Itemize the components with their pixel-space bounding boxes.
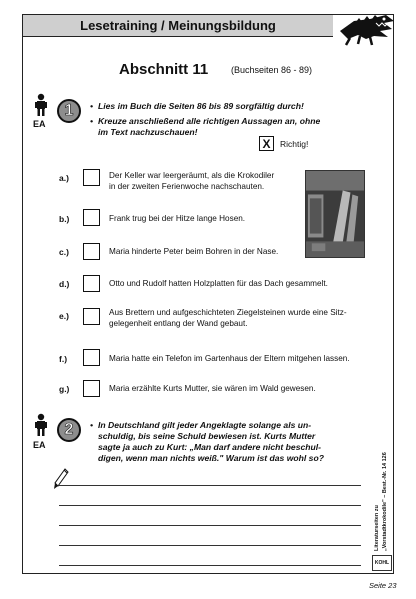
header-bar: [23, 15, 333, 37]
person-icon: [33, 413, 49, 437]
statement-letter: c.): [59, 247, 69, 257]
statement-letter: b.): [59, 214, 70, 224]
instruction-line: im Text nachzuschauen!: [98, 127, 198, 137]
ea-label: EA: [33, 119, 46, 129]
statement-text: Maria hinderte Peter beim Bohren in der Nase.: [109, 247, 279, 256]
question-line: digen, wenn man nichts weiß." Warum ist das wohl so?: [98, 453, 324, 463]
instruction-line: Kreuze anschließend alle richtigen Aussagen an, ohne: [98, 116, 321, 126]
statement-letter: d.): [59, 279, 70, 289]
legend-checkbox: X: [259, 136, 274, 151]
statement-letter: a.): [59, 173, 69, 183]
writing-line[interactable]: [59, 565, 361, 566]
person-icon: [33, 93, 49, 117]
task1-instructions: • Lies im Buch die Seiten 86 bis 89 sorgfältig durch! • Kreuze anschließend alle richtigen Aussagen an, ohne im Text nachzuschauen!: [90, 101, 321, 137]
statement-checkbox-d[interactable]: [83, 275, 100, 292]
worksheet: [22, 14, 394, 574]
question-line: In Deutschland gilt jeder Angeklagte solange als un-: [98, 420, 312, 430]
sidebar-line: „Vorstadtkrokodile" – Best.-Nr. 14 126: [382, 452, 388, 551]
question-line: sagte ja auch zu Kurt: „Man darf andere nicht beschul-: [98, 442, 321, 452]
publisher-logo: KOHL: [372, 555, 392, 571]
statement-checkbox-f[interactable]: [83, 349, 100, 366]
statement-letter: e.): [59, 311, 69, 321]
statement-line: in der zweiten Ferienwoche nachschauten.: [109, 182, 265, 191]
header-title: Lesetraining / Meinungsbildung: [80, 18, 276, 33]
statement-text: [109, 170, 274, 192]
task2-question: • In Deutschland gilt jeder Angeklagte solange als un- schuldig, bis seine Schuld bewiesen ist. Kurts Mutter sagte ja auch zu Kurt: „Man darf andere nicht beschul- digen, wenn man nichts weiß." Warum ist das wohl so?: [90, 420, 358, 464]
writing-line[interactable]: [59, 525, 361, 526]
statement-line: gelegenheit entlang der Wand gebaut.: [109, 319, 248, 328]
sidebar-line: Literaturseiten zu: [374, 505, 380, 551]
section-title: Abschnitt 11: [119, 61, 209, 78]
statement-checkbox-c[interactable]: [83, 243, 100, 260]
ea-label: EA: [33, 440, 46, 450]
writing-line[interactable]: [59, 505, 361, 506]
statement-text: Maria erzählte Kurts Mutter, sie wären im Wald gewesen.: [109, 384, 316, 393]
statement-text: [109, 307, 347, 329]
statement-letter: g.): [59, 384, 70, 394]
statement-line: Aus Brettern und aufgeschichteten Ziegelsteinen wurde eine Sitz-: [109, 308, 347, 317]
task-number-1: 1: [57, 99, 81, 123]
statement-text: Otto und Rudolf hatten Holzplatten für das Dach gesammelt.: [109, 279, 328, 288]
statement-checkbox-g[interactable]: [83, 380, 100, 397]
statement-checkbox-a[interactable]: [83, 169, 100, 186]
statement-text: Maria hatte ein Telefon im Gartenhaus der Eltern mitgehen lassen.: [109, 354, 350, 363]
writing-line[interactable]: [59, 545, 361, 546]
statement-line: Der Keller war leergeräumt, als die Krokodiler: [109, 171, 275, 180]
instruction-line: Lies im Buch die Seiten 86 bis 89 sorgfältig durch!: [98, 101, 304, 111]
illustration-photo: [305, 170, 365, 258]
legend-label: Richtig!: [280, 139, 309, 149]
section-pages: (Buchseiten 86 - 89): [231, 65, 313, 75]
question-line: schuldig, bis seine Schuld bewiesen ist. Kurts Mutter: [98, 431, 316, 441]
pencil-icon: [53, 468, 69, 490]
statement-checkbox-b[interactable]: [83, 209, 100, 226]
statement-letter: f.): [59, 354, 68, 364]
writing-line[interactable]: [59, 485, 361, 486]
crocodile-icon: [336, 9, 396, 49]
page-number: Seite 23: [369, 581, 397, 590]
publisher-side-text: [374, 401, 394, 551]
task-number-2: 2: [57, 418, 81, 442]
statement-checkbox-e[interactable]: [83, 308, 100, 325]
statement-text: Frank trug bei der Hitze lange Hosen.: [109, 214, 246, 223]
